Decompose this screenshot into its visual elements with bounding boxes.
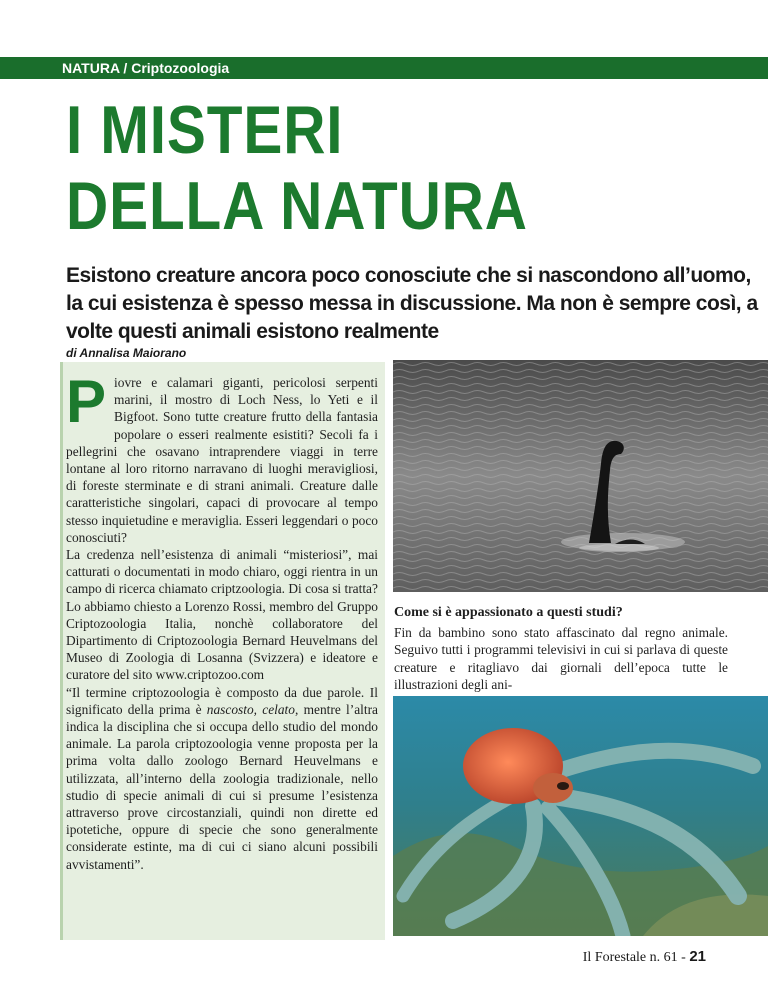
- octopus-image: [393, 696, 768, 936]
- title-line-1: I MISTERI: [66, 92, 344, 168]
- issue-number: n. 61 -: [649, 950, 686, 965]
- dropcap: P: [66, 368, 107, 435]
- octopus-photo: [393, 696, 768, 936]
- title-line-2: DELLA NATURA: [66, 168, 528, 244]
- interview-question: Come si è appassionato a questi studi?: [394, 605, 623, 620]
- paragraph-2: La credenza nell’esistenza di animali “misteriosi”, mai catturati o documentati in modo chiaro, oggi rientra in un campo di ricerca chiamato criptzoologia. Di cosa si tratta?: [66, 547, 378, 597]
- intro-paragraph: [66, 368, 378, 546]
- section-rubric: NATURA / Criptozoologia: [62, 60, 230, 76]
- paragraph-3: Lo abbiamo chiesto a Lorenzo Rossi, membro del Gruppo Criptozoologia Italia, nonchè collaboratore del Dipartimento di Criptozoologia Bernard Heuvelmans del Museo di Zoologia di Losanna (Svizzera) e ideatore e curatore del sito www.criptozoo.com: [66, 598, 378, 683]
- paragraph-4-start: “Il termine criptozoologia è composto da due parole. Il significato della prima è: [66, 684, 378, 717]
- magazine-name: Il Forestale: [582, 950, 647, 965]
- paragraph-4: [66, 684, 378, 873]
- paragraph-4-italic: nascosto, celato: [206, 701, 295, 717]
- subtitle: Esistono creature ancora poco conosciute che si nascondono all’uomo, la cui esistenza è spesso messa in discussione. Ma non è sempre così, a volte questi animali esistono realmente: [66, 264, 758, 343]
- paragraph-4-end: , mentre l’altra indica la disciplina che si occupa dello studio del mondo animale. La parola criptozoologia venne proposta per la prima volta dallo zoologo Bernard Heuvelmans e utilizzata, all’interno della zoologia tradizionale, nello studio di specie animali di cui si presume l’esistenza attraverso prove circostanziali, quindi non dirette ed ipotetiche, oppure di specie che sono generalmente considerate estinte, ma di cui ci siano alcuni possibili avvistamenti”.: [66, 701, 379, 872]
- page-number: 21: [689, 948, 706, 965]
- left-column: [66, 368, 379, 873]
- byline: di Annalisa Maiorano: [66, 346, 187, 360]
- intro-text: iovre e calamari giganti, pericolosi serpenti marini, il mostro di Loch Ness, lo Yeti e il Bigfoot. Sono tutte creature frutto della fantasia popolare o esseri realmente esistiti? Secoli fa i pellegrini che osavano intraprendere viaggi in terre lontane al loro ritorno narravano di luoghi meravigliosi, di foreste sterminate e di strani animali. Creature dalle caratteristiche singolari, capaci di provocare al tempo stesso inquietudine e meraviglia. Esseri leggendari o poco conosciuti?: [66, 375, 378, 545]
- right-column: [394, 604, 728, 693]
- loch-ness-photo: [393, 360, 768, 592]
- loch-ness-image: [393, 360, 768, 592]
- interview-answer: Fin da bambino sono stato affascinato dal regno animale. Seguivo tutti i programmi televisivi in cui si parlava di queste creature e ritagliavo dai giornali dell’epoca tutte le illustrazioni degli ani-: [394, 625, 728, 692]
- page-footer: [583, 948, 706, 966]
